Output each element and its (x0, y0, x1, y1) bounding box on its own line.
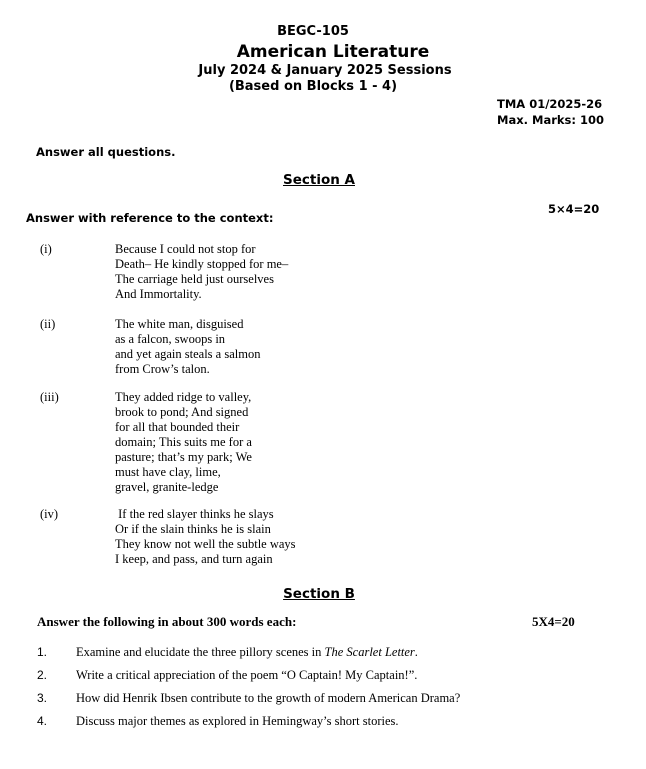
course-code: BEGC-105 (277, 24, 349, 39)
poem-line: Because I could not stop for (115, 242, 256, 256)
poem-excerpt (115, 317, 260, 377)
poem-line: They added ridge to valley, (115, 390, 252, 404)
question-text: How did Henrik Ibsen contribute to the growth of modern American Drama? (76, 691, 461, 705)
poem-excerpt (115, 390, 252, 495)
question-text-part: Examine and elucidate the three pillory scenes in (76, 645, 325, 659)
list-item (0, 714, 646, 732)
question-text: Discuss major themes as explored in Hemingway’s short stories. (76, 714, 399, 728)
blocks-line: (Based on Blocks 1 - 4) (228, 79, 398, 94)
poem-line: The white man, disguised (115, 317, 244, 331)
question-number: 3. (37, 691, 48, 705)
sessions-line: July 2024 & January 2025 Sessions (198, 63, 452, 78)
poem-line: gravel, granite-ledge (115, 480, 219, 494)
poem-line: And Immortality. (115, 287, 202, 301)
poem-line: domain; This suits me for a (115, 435, 252, 449)
question-number: (iv) (40, 507, 59, 521)
work-title: The Scarlet Letter (324, 645, 415, 659)
poem-excerpt (115, 507, 296, 567)
poem-line: I keep, and pass, and turn again (115, 552, 273, 566)
poem-line: must have clay, lime, (115, 465, 221, 479)
poem-line: The carriage held just ourselves (115, 272, 274, 286)
section-b-heading: Section B (283, 586, 355, 602)
question-number: 1. (37, 645, 48, 659)
tma-code: TMA 01/2025-26 (497, 97, 603, 111)
max-marks: Max. Marks: 100 (497, 113, 604, 127)
poem-line: brook to pond; And signed (115, 405, 249, 419)
poem-line: They know not well the subtle ways (115, 537, 296, 551)
question-number: (iii) (40, 390, 59, 404)
list-item (0, 691, 646, 709)
section-b-instruction: Answer the following in about 300 words each: (37, 614, 297, 629)
section-a-heading: Section A (283, 172, 355, 188)
poem-excerpt (115, 242, 288, 302)
poem-line: Or if the slain thinks he is slain (115, 522, 271, 536)
list-item (0, 645, 646, 663)
question-number: 2. (37, 668, 48, 682)
poem-line: as a falcon, swoops in (115, 332, 226, 346)
section-a-marks: 5×4=20 (548, 202, 600, 216)
poem-line: from Crow’s talon. (115, 362, 210, 376)
course-title: American Literature (236, 42, 430, 62)
poem-line: If the red slayer thinks he slays (115, 507, 274, 521)
question-number: (i) (40, 242, 52, 256)
poem-line: Death– He kindly stopped for me– (115, 257, 289, 271)
question-text-part: . (414, 645, 418, 659)
list-item (0, 668, 646, 686)
section-a-instruction: Answer with reference to the context: (26, 211, 274, 225)
question-text (76, 645, 418, 660)
section-b-marks: 5X4=20 (532, 614, 575, 629)
poem-line: pasture; that’s my park; We (115, 450, 252, 464)
poem-line: and yet again steals a salmon (115, 347, 261, 361)
general-instruction: Answer all questions. (36, 145, 176, 159)
poem-line: for all that bounded their (115, 420, 240, 434)
question-number: (ii) (40, 317, 56, 331)
question-text: Write a critical appreciation of the poem “O Captain! My Captain!”. (76, 668, 418, 682)
question-number: 4. (37, 714, 48, 728)
